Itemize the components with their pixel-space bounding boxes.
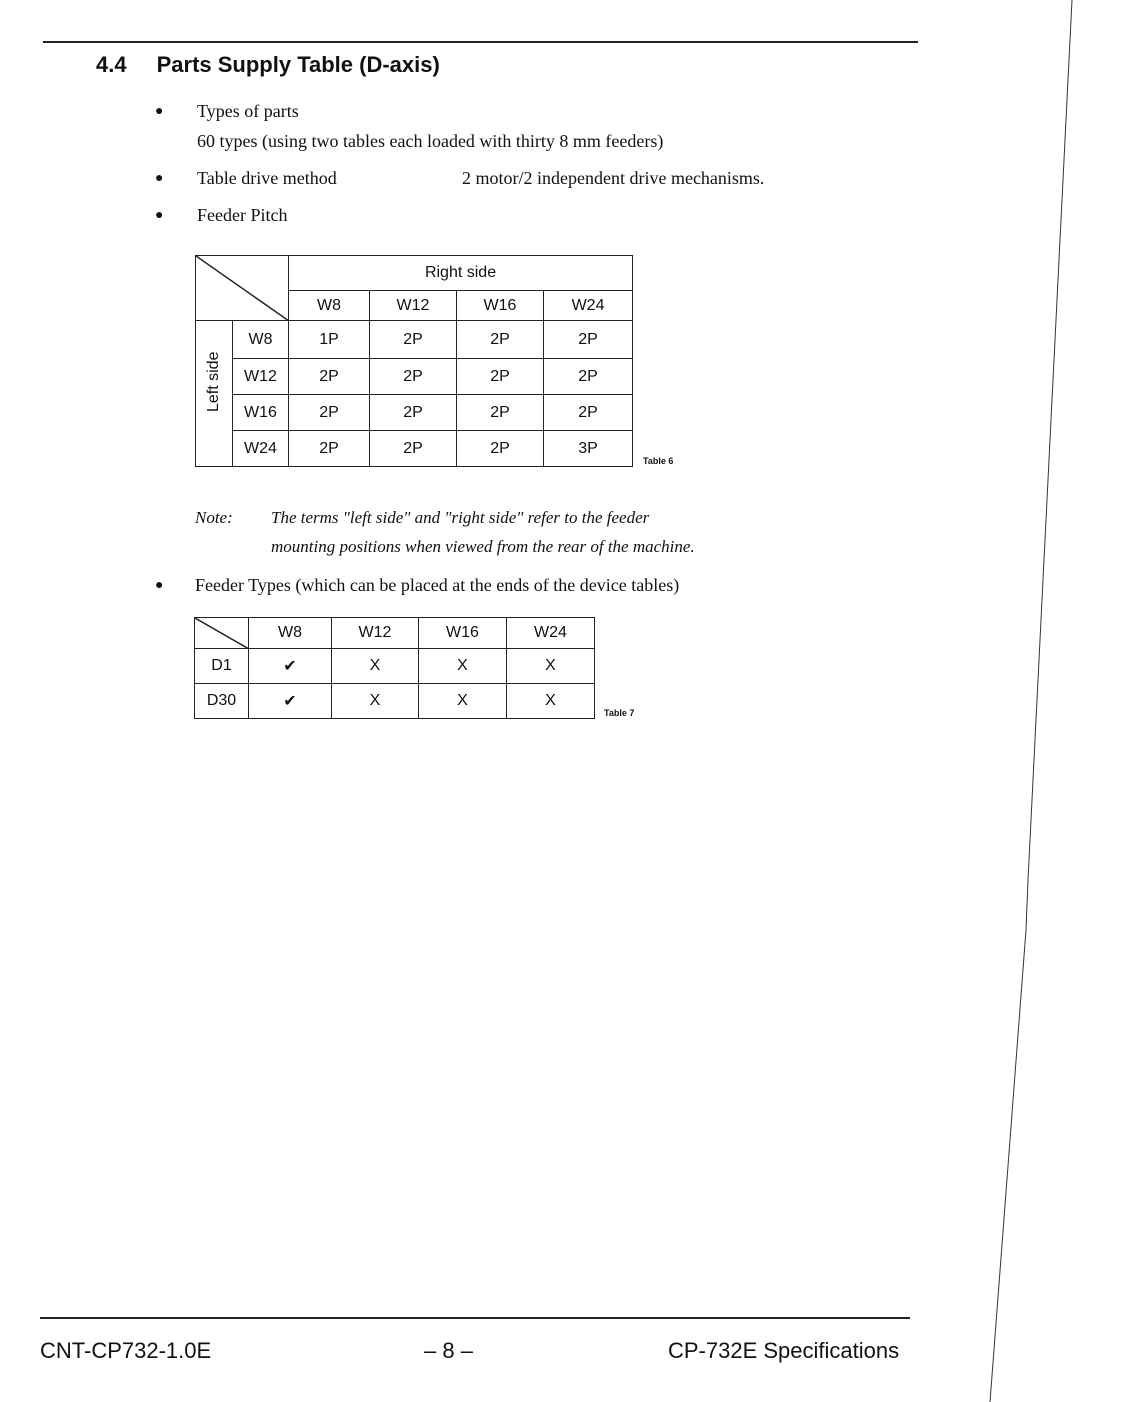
table-cell: 2P [370, 359, 457, 395]
column-header: W16 [419, 618, 507, 649]
table-cell: X [332, 684, 419, 719]
table-cell: 2P [457, 359, 544, 395]
right-side-header: Right side [289, 256, 633, 291]
row-header: D1 [195, 649, 249, 684]
row-header: W8 [233, 321, 289, 359]
column-header: W16 [457, 291, 544, 321]
table-cell: 2P [289, 395, 370, 431]
table-cell: X [507, 649, 595, 684]
table-cell: X [332, 649, 419, 684]
table-cell: 2P [370, 395, 457, 431]
bullet-icon: ● [155, 104, 164, 119]
table-cell: X [419, 684, 507, 719]
table-cell: 2P [544, 395, 633, 431]
footer-title: CP-732E Specifications [668, 1338, 900, 1363]
drive-value: 2 motor/2 independent drive mechanisms. [462, 168, 765, 188]
column-header: W24 [507, 618, 595, 649]
column-header: W12 [370, 291, 457, 321]
table-cell: 2P [370, 321, 457, 359]
drive-label: Table drive method [197, 168, 337, 188]
bullet-icon: ● [155, 171, 164, 186]
bullet-icon: ● [155, 578, 164, 593]
types-label: Types of parts [197, 101, 299, 121]
bullet-icon: ● [155, 208, 164, 223]
table-cell: ✔ [249, 649, 332, 684]
types-detail: 60 types (using two tables each loaded with thirty 8 mm feeders) [197, 131, 664, 151]
table7-caption: Table 7 [604, 708, 635, 718]
row-header: W24 [233, 431, 289, 467]
table-cell: 2P [544, 359, 633, 395]
row-header: D30 [195, 684, 249, 719]
column-header: W8 [289, 291, 370, 321]
note-line-1: The terms "left side" and "right side" refer to the feeder [271, 508, 650, 527]
section-number: 4.4 [96, 52, 127, 77]
left-side-label: Left side [205, 351, 222, 412]
table-cell: 2P [457, 395, 544, 431]
table-cell: 1P [289, 321, 370, 359]
footer-doc-id: CNT-CP732-1.0E [40, 1338, 212, 1363]
column-header: W8 [249, 618, 332, 649]
feeder-types-label: Feeder Types (which can be placed at the ends of the device tables) [195, 575, 680, 595]
footer-page-number: – 8 – [424, 1338, 473, 1363]
table-cell: 2P [370, 431, 457, 467]
table-cell: X [419, 649, 507, 684]
table-cell: 2P [289, 431, 370, 467]
table-cell: 2P [457, 431, 544, 467]
table-cell: X [507, 684, 595, 719]
pitch-label: Feeder Pitch [197, 205, 288, 225]
table-cell: 2P [457, 321, 544, 359]
column-header: W12 [332, 618, 419, 649]
row-header: W16 [233, 395, 289, 431]
table-cell: 3P [544, 431, 633, 467]
table6-caption: Table 6 [643, 456, 674, 466]
note-label: Note: [195, 508, 233, 527]
column-header: W24 [544, 291, 633, 321]
note-line-2: mounting positions when viewed from the rear of the machine. [271, 537, 695, 556]
table-cell: 2P [544, 321, 633, 359]
table-cell: ✔ [249, 684, 332, 719]
table-cell: 2P [289, 359, 370, 395]
section-title: Parts Supply Table (D-axis) [156, 52, 440, 77]
row-header: W12 [233, 359, 289, 395]
